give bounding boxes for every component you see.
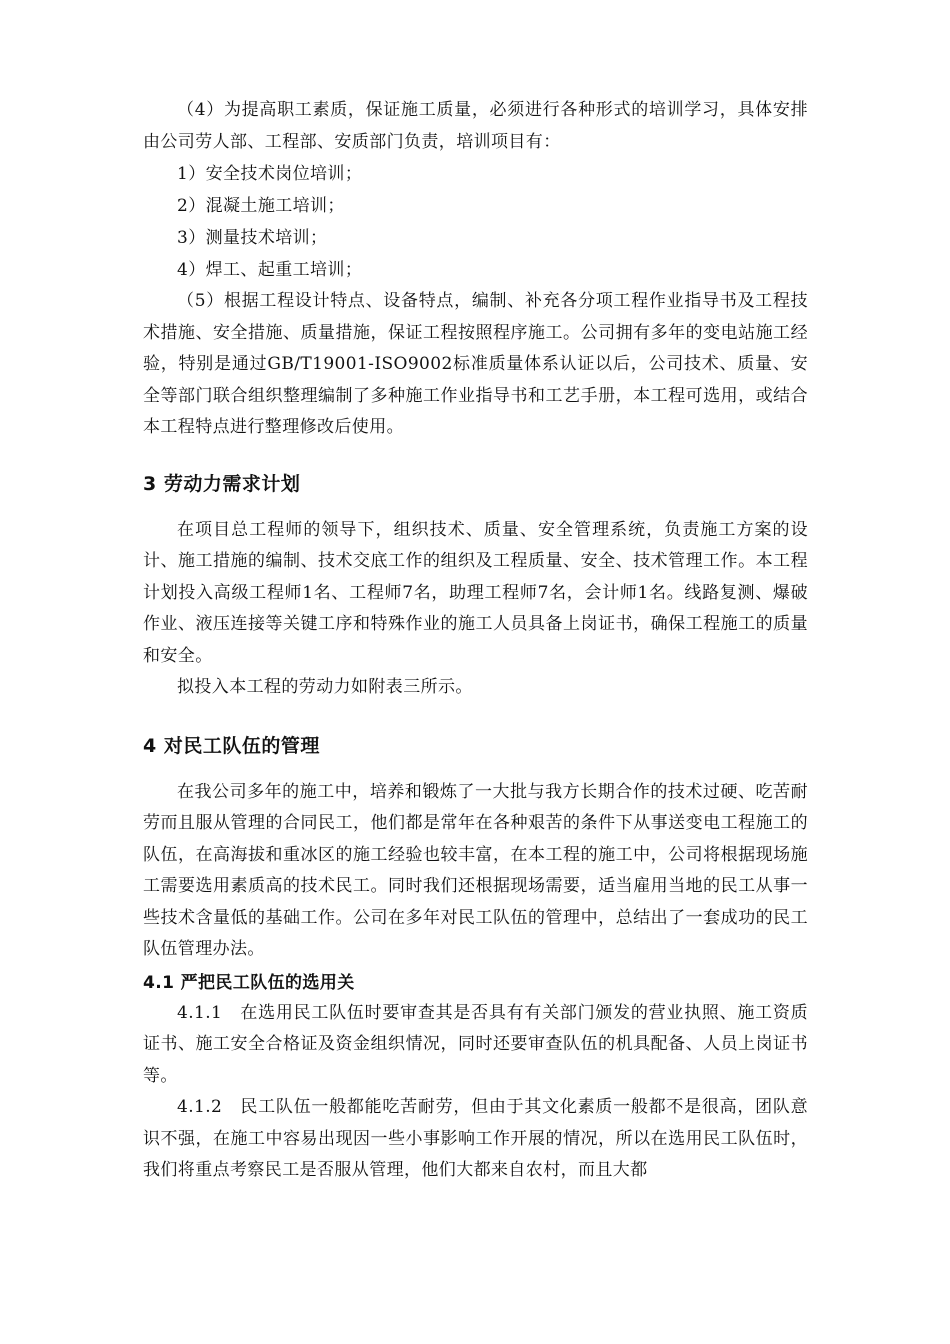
- paragraph-labor-plan: 在项目总工程师的领导下，组织技术、质量、安全管理系统，负责施工方案的设计、施工措施的编制、技术交底工作的组织及工程质量、安全、技术管理工作。本工程计划投入高级工程师1名、工程师7名，助理工程师7名，会计师1名。线路复测、爆破作业、液压连接等关键工序和特殊作业的施工人员具备上岗证书，确保工程施工的质量和安全。: [143, 519, 808, 666]
- paragraph-training: （4）为提高职工素质，保证施工质量，必须进行各种形式的培训学习，具体安排由公司劳人部、工程部、安质部门负责，培训项目有：: [143, 100, 808, 152]
- paragraph-4-1-2: 4.1.2 民工队伍一般都能吃苦耐劳，但由于其文化素质一般都不是很高，团队意识不强，在施工中容易出现因一些小事影响工作开展的情况，所以在选用民工队伍时，我们将重点考察民工是否服从管理，他们大都来自农村，而且大都: [143, 1097, 808, 1180]
- subsection-heading-selection: 4.1 严把民工队伍的选用关: [143, 972, 355, 993]
- list-item: 4）焊工、起重工培训；: [177, 260, 363, 280]
- document-page: [143, 95, 808, 1187]
- section-heading-labor-plan: 3 劳动力需求计划: [143, 472, 301, 495]
- paragraph-guidebooks: （5）根据工程设计特点、设备特点，编制、补充各分项工程作业指导书及工程技术措施、安全措施、质量措施，保证工程按照程序施工。公司拥有多年的变电站施工经验，特别是通过GB/T19001-ISO9002标准质量体系认证以后，公司技术、质量、安全等部门联合组织整理编制了多种施工作业指导书和工艺手册，本工程可选用，或结合本工程特点进行整理修改后使用。: [143, 291, 808, 437]
- paragraph-4-1-1: 4.1.1 在选用民工队伍时要审查其是否具有有关部门颁发的营业执照、施工资质证书、施工安全合格证及资金组织情况，同时还要审查队伍的机具配备、人员上岗证书等。: [143, 1002, 808, 1086]
- paragraph-labor-table-note: 拟投入本工程的劳动力如附表三所示。: [177, 677, 473, 697]
- list-item: 2）混凝土施工培训；: [177, 196, 345, 216]
- section-heading-migrant-workers: 4 对民工队伍的管理: [143, 734, 320, 757]
- paragraph-migrant-workers: 在我公司多年的施工中，培养和锻炼了一大批与我方长期合作的技术过硬、吃苦耐劳而且服从管理的合同民工，他们都是常年在各种艰苦的条件下从事送变电工程施工的队伍，在高海拔和重冰区的施工经验也较丰富，在本工程的施工中，公司将根据现场施工需要选用素质高的技术民工。同时我们还根据现场需要，适当雇用当地的民工从事一些技术含量低的基础工作。公司在多年对民工队伍的管理中，总结出了一套成功的民工队伍管理办法。: [143, 781, 808, 959]
- list-item: 3）测量技术培训；: [177, 228, 328, 248]
- list-item: 1）安全技术岗位培训；: [177, 164, 363, 184]
